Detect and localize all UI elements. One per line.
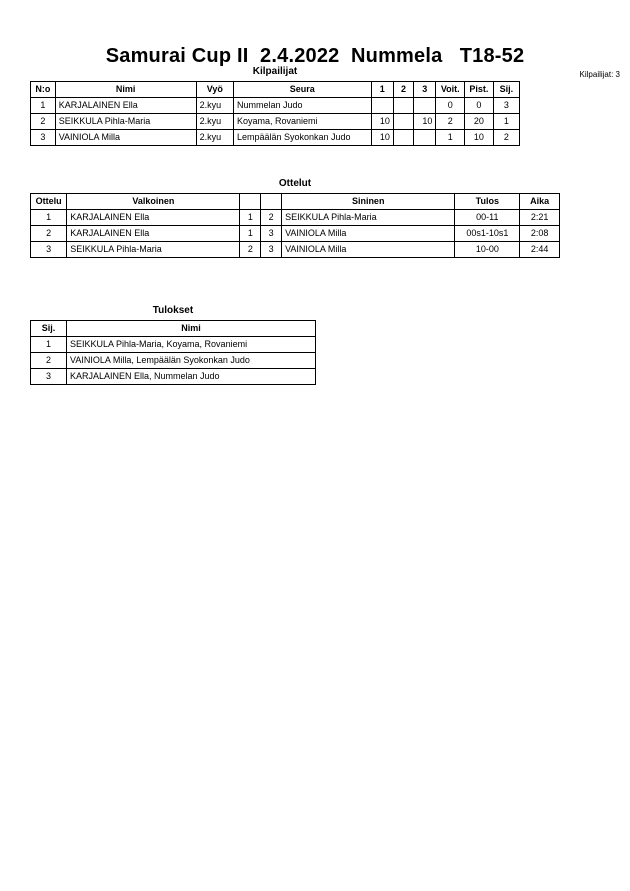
table-row: [31, 369, 316, 385]
competitors-section-label: Kilpailijat: [252, 66, 298, 77]
table-row: [31, 353, 316, 369]
header-club: Seura: [233, 82, 371, 98]
matches-table: [30, 193, 560, 258]
cell-no: 2: [31, 114, 56, 130]
header-match-1: 1: [371, 82, 393, 98]
cell-blue: SEIKKULA Pihla-Maria: [282, 210, 455, 226]
cell-rank: 2: [31, 353, 67, 369]
header-white: Valkoinen: [67, 194, 240, 210]
table-header-row: [31, 194, 560, 210]
cell-rank: 1: [493, 114, 519, 130]
cell-rank: 1: [31, 337, 67, 353]
cell-time: 2:21: [520, 210, 560, 226]
cell-points: 10: [465, 130, 494, 146]
cell-match-2: [393, 114, 413, 130]
table-row: [31, 130, 520, 146]
cell-match-no: 3: [31, 242, 67, 258]
table-header-row: [31, 321, 316, 337]
cell-blue-no: 3: [261, 242, 282, 258]
header-result: Tulos: [455, 194, 520, 210]
cell-result: 00s1-10s1: [455, 226, 520, 242]
cell-white: SEIKKULA Pihla-Maria: [67, 242, 240, 258]
cell-blue-no: 3: [261, 226, 282, 242]
header-match-3: 3: [414, 82, 436, 98]
cell-rank: 2: [493, 130, 519, 146]
cell-name: VAINIOLA Milla: [55, 130, 196, 146]
header-blue-no: [261, 194, 282, 210]
header-name: Nimi: [67, 321, 316, 337]
table-row: [31, 114, 520, 130]
header-rank: Sij.: [31, 321, 67, 337]
cell-match-2: [393, 98, 413, 114]
competitors-section: [30, 66, 520, 146]
header-blue: Sininen: [282, 194, 455, 210]
cell-name: SEIKKULA Pihla-Maria: [55, 114, 196, 130]
cell-wins: 2: [436, 114, 465, 130]
cell-result: 10-00: [455, 242, 520, 258]
competitor-count: Kilpailijat: 3: [579, 70, 620, 79]
matches-section-label: Ottelut: [278, 178, 312, 189]
table-row: [31, 337, 316, 353]
cell-match-3: 10: [414, 114, 436, 130]
cell-match-no: 2: [31, 226, 67, 242]
cell-belt: 2.kyu: [196, 98, 233, 114]
page-title: Samurai Cup II 2.4.2022 Nummela T18-52: [105, 45, 525, 67]
cell-wins: 0: [436, 98, 465, 114]
cell-points: 20: [465, 114, 494, 130]
cell-match-1: 10: [371, 114, 393, 130]
table-row: [31, 98, 520, 114]
cell-time: 2:08: [520, 226, 560, 242]
cell-white-no: 2: [240, 242, 261, 258]
cell-time: 2:44: [520, 242, 560, 258]
cell-points: 0: [465, 98, 494, 114]
cell-club: Koyama, Rovaniemi: [233, 114, 371, 130]
cell-name: VAINIOLA Milla, Lempäälän Syokonkan Judo: [67, 353, 316, 369]
cell-white-no: 1: [240, 226, 261, 242]
cell-match-1: [371, 98, 393, 114]
cell-name: KARJALAINEN Ella, Nummelan Judo: [67, 369, 316, 385]
results-table: [30, 320, 316, 385]
header-points: Pist.: [465, 82, 494, 98]
table-row: [31, 226, 560, 242]
header-belt: Vyö: [196, 82, 233, 98]
competitors-table: [30, 81, 520, 146]
matches-section: [30, 178, 560, 258]
cell-name: SEIKKULA Pihla-Maria, Koyama, Rovaniemi: [67, 337, 316, 353]
cell-match-3: [414, 98, 436, 114]
header-rank: Sij.: [493, 82, 519, 98]
header-match-2: 2: [393, 82, 413, 98]
cell-white-no: 1: [240, 210, 261, 226]
cell-no: 1: [31, 98, 56, 114]
header-wins: Voit.: [436, 82, 465, 98]
results-section: [30, 305, 316, 385]
table-header-row: [31, 82, 520, 98]
cell-blue-no: 2: [261, 210, 282, 226]
cell-match-no: 1: [31, 210, 67, 226]
cell-no: 3: [31, 130, 56, 146]
cell-rank: 3: [493, 98, 519, 114]
cell-blue: VAINIOLA Milla: [282, 242, 455, 258]
cell-match-2: [393, 130, 413, 146]
cell-wins: 1: [436, 130, 465, 146]
table-row: [31, 210, 560, 226]
cell-belt: 2.kyu: [196, 130, 233, 146]
header-time: Aika: [520, 194, 560, 210]
cell-white: KARJALAINEN Ella: [67, 210, 240, 226]
cell-blue: VAINIOLA Milla: [282, 226, 455, 242]
header-match-no: Ottelu: [31, 194, 67, 210]
cell-club: Lempäälän Syokonkan Judo: [233, 130, 371, 146]
header-white-no: [240, 194, 261, 210]
header-name: Nimi: [55, 82, 196, 98]
cell-result: 00-11: [455, 210, 520, 226]
table-row: [31, 242, 560, 258]
cell-club: Nummelan Judo: [233, 98, 371, 114]
cell-white: KARJALAINEN Ella: [67, 226, 240, 242]
cell-match-3: [414, 130, 436, 146]
header-no: N:o: [31, 82, 56, 98]
results-section-label: Tulokset: [152, 305, 194, 316]
cell-name: KARJALAINEN Ella: [55, 98, 196, 114]
cell-match-1: 10: [371, 130, 393, 146]
cell-rank: 3: [31, 369, 67, 385]
cell-belt: 2.kyu: [196, 114, 233, 130]
